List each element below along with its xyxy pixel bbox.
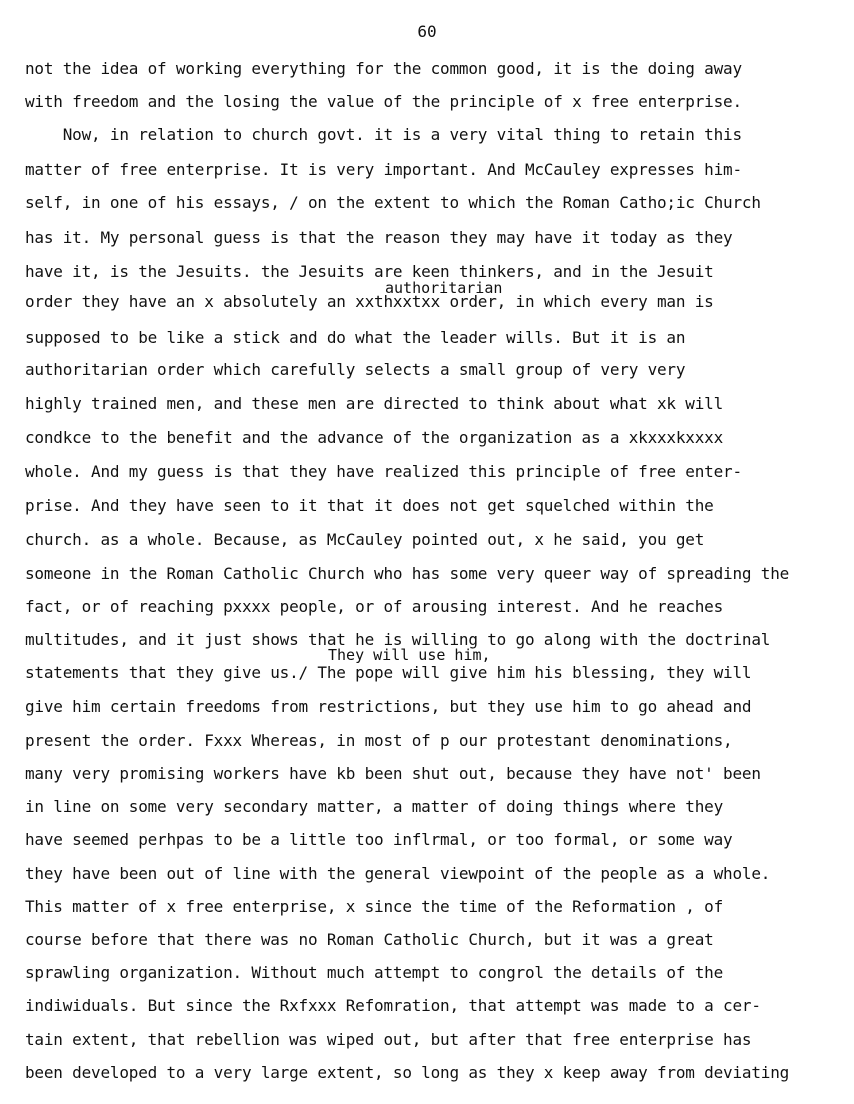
text-line: many very promising workers have kb been shut out, because they have not' been [25,764,761,783]
text-line: multitudes, and it just shows that he is willing to go along with the doctrinal [25,630,771,649]
text-line: have it, is the Jesuits. the Jesuits are keen thinkers, and in the Jesuit [25,262,714,281]
text-line: has it. My personal guess is that the reason they may have it today as they [25,228,733,247]
text-line: present the order. Fxxx Whereas, in most of p our protestant denominations, [25,731,733,750]
text-line: give him certain freedoms from restrictions, but they use him to go ahead and [25,697,752,716]
text-line: whole. And my guess is that they have realized this principle of free enter- [25,462,742,481]
text-line: they have been out of line with the general viewpoint of the people as a whole. [25,864,771,883]
text-line: course before that there was no Roman Catholic Church, but it was a great [25,930,714,949]
text-line: condkce to the benefit and the advance of the organization as a xkxxxkxxxx [25,428,724,447]
text-line: indiwiduals. But since the Rxfxxx Refomration, that attempt was made to a cer- [25,996,761,1015]
text-line: order they have an x absolutely an xxthxxtxx order, in which every man is [25,292,714,311]
text-line: not the idea of working everything for the common good, it is the doing away [25,59,742,78]
text-line: sprawling organization. Without much attempt to congrol the details of the [25,963,724,982]
page-number: 60 [417,22,437,41]
text-line: prise. And they have seen to it that it does not get squelched within the [25,496,714,515]
text-line: authoritarian order which carefully selects a small group of very very [25,360,686,379]
text-line: statements that they give us./ The pope will give him his blessing, they will [25,663,752,682]
text-line: have seemed perhpas to be a little too inflrmal, or too formal, or some way [25,830,733,849]
handwritten-insertion: They will use him, [328,646,491,664]
text-line: Now, in relation to church govt. it is a very vital thing to retain this [25,125,742,144]
text-line: fact, or of reaching pxxxx people, or of arousing interest. And he reaches [25,597,724,616]
text-line: matter of free enterprise. It is very important. And McCauley expresses him- [25,160,742,179]
text-line: in line on some very secondary matter, a matter of doing things where they [25,797,724,816]
text-line: This matter of x free enterprise, x since the time of the Reformation , of [25,897,724,916]
text-line: tain extent, that rebellion was wiped out, but after that free enterprise has [25,1030,752,1049]
text-line: self, in one of his essays, / on the extent to which the Roman Catho;ic Church [25,193,761,212]
text-line: highly trained men, and these men are directed to think about what xk will [25,394,724,413]
text-line: church. as a whole. Because, as McCauley pointed out, x he said, you get [25,530,705,549]
handwritten-insertion: authoritarian [385,279,503,297]
text-line: supposed to be like a stick and do what the leader wills. But it is an [25,328,686,347]
text-line: with freedom and the losing the value of the principle of x free enterprise. [25,92,742,111]
text-line: someone in the Roman Catholic Church who has some very queer way of spreading the [25,564,790,583]
text-line: been developed to a very large extent, so long as they x keep away from deviating [25,1063,790,1082]
